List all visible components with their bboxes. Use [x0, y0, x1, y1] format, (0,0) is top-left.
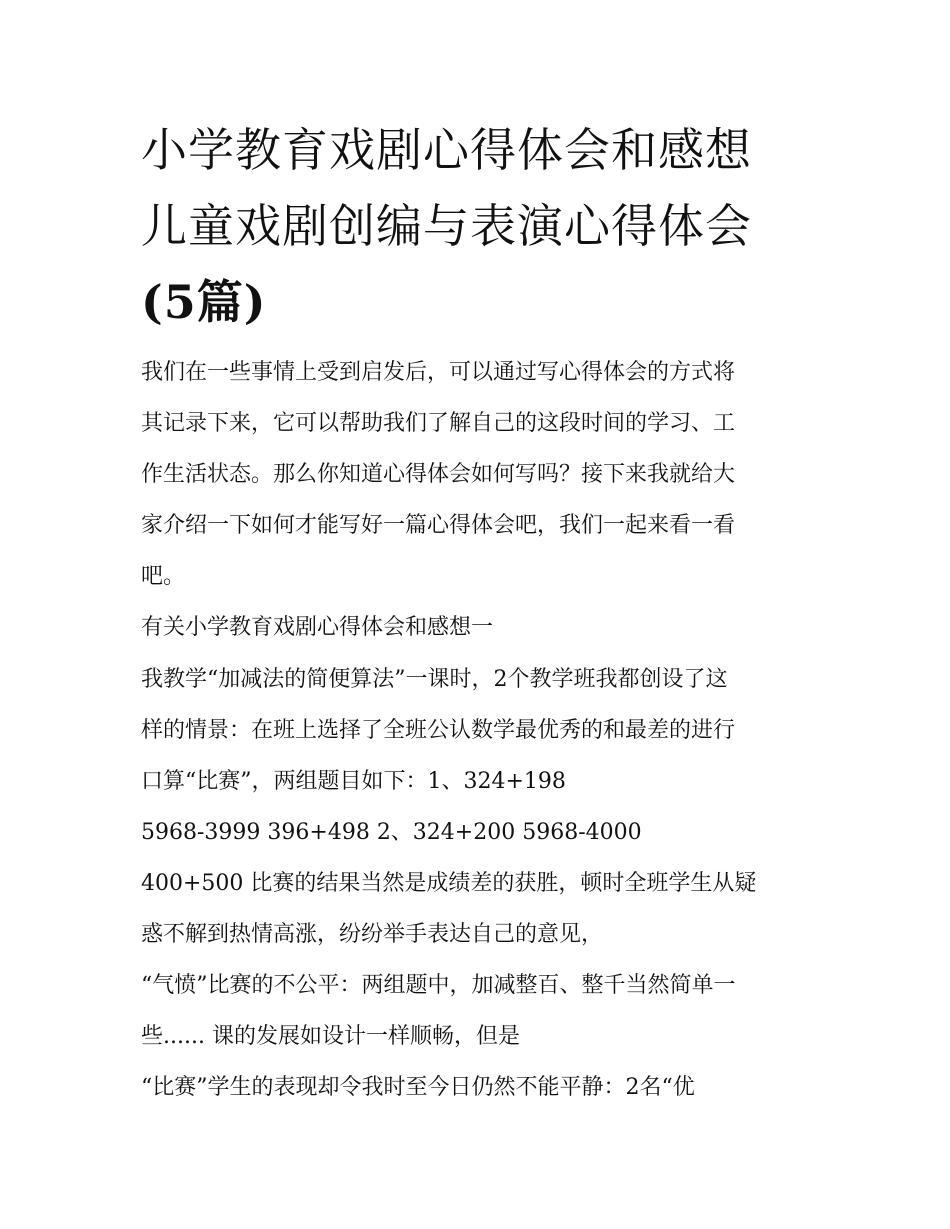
body-line-11: 400+500 比赛的结果当然是成绩差的获胜，顿时全班学生从疑 [141, 870, 757, 896]
body-line-14: 些...... 课的发展如设计一样顺畅，但是 [141, 1024, 520, 1050]
body-line-3: 作生活状态。那么你知道心得体会如何写吗？接下来我就给大 [141, 462, 736, 488]
title-line-1: 小学教育戏剧心得体会和感想 [141, 123, 752, 177]
body-line-9: 口算“比赛”，两组题目如下：1、324+198 [141, 768, 566, 794]
body-line-4: 家介绍一下如何才能写好一篇心得体会吧，我们一起来看一看 [141, 513, 736, 539]
body-line-5: 吧。 [141, 564, 186, 590]
body-line-8: 样的情景：在班上选择了全班公认数学最优秀的和最差的进行 [141, 717, 736, 743]
body-line-12: 惑不解到热情高涨，纷纷举手表达自己的意见， [141, 922, 604, 948]
body-line-13: “气愤”比赛的不公平：两组题中，加减整百、整千当然简单一 [141, 973, 736, 999]
document-body [141, 347, 821, 1113]
body-line-1: 我们在一些事情上受到启发后，可以通过写心得体会的方式将 [141, 360, 736, 385]
document-title [141, 112, 841, 340]
body-line-7: 我教学“加减法的简便算法”一课时，2个教学班我都创设了这 [141, 666, 728, 692]
body-line-2: 其记录下来，它可以帮助我们了解自己的这段时间的学习、工 [141, 411, 736, 437]
section-heading: 有关小学教育戏剧心得体会和感想一 [141, 615, 494, 641]
title-line-3: (5篇) [141, 275, 267, 329]
body-line-15: “比赛”学生的表现却令我时至今日仍然不能平静：2名“优 [141, 1075, 695, 1101]
title-line-2: 儿童戏剧创编与表演心得体会 [141, 199, 752, 253]
body-line-10: 5968-3999 396+498 2、324+200 5968-4000 [141, 819, 642, 845]
